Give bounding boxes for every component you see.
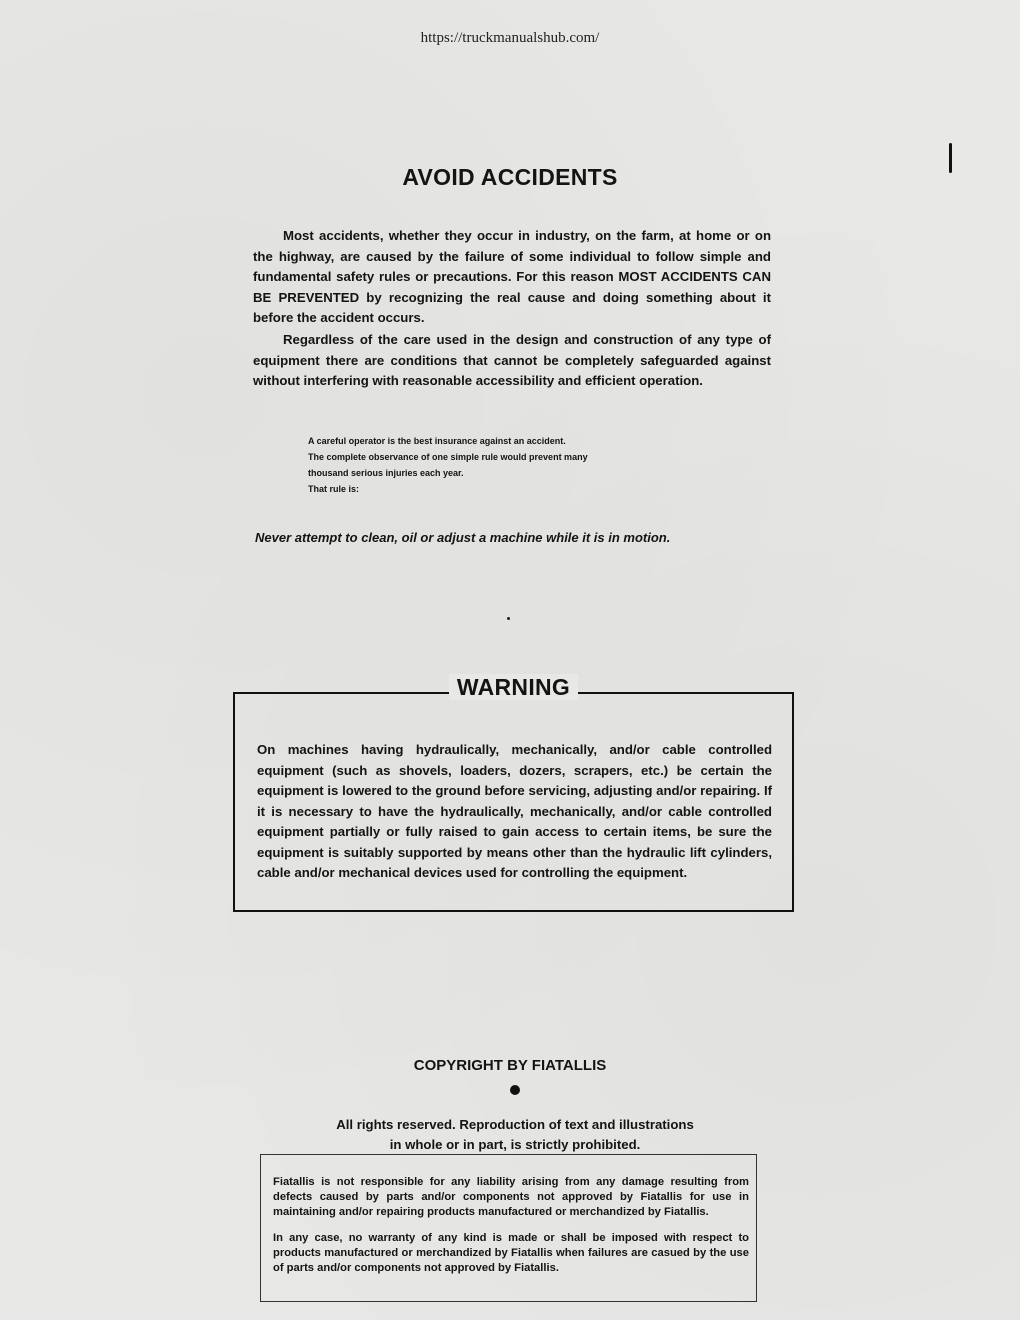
rights-notice: [0, 1115, 1020, 1155]
rights-line: All rights reserved. Reproduction of text and illustrations: [336, 1117, 694, 1132]
copyright-title: COPYRIGHT BY FIATALLIS: [413, 1057, 607, 1074]
warning-box: [233, 674, 794, 912]
avoid-accidents-title: AVOID ACCIDENTS: [402, 164, 618, 190]
note-line: That rule is:: [308, 484, 360, 494]
design-paragraph-text: Regardless of the care used in the design and construction of any type of equipment there are conditions that cannot be completely safeguarded against without interfering with reasonable accessibility and efficient operation.: [253, 332, 771, 388]
disclaimer-box: [260, 1154, 757, 1302]
note-line: thousand serious injuries each year.: [308, 468, 464, 478]
safety-rule: Never attempt to clean, oil or adjust a machine while it is in motion.: [255, 530, 671, 545]
note-line: The complete observance of one simple rule would prevent many: [308, 452, 588, 462]
scan-speck: [507, 617, 510, 620]
intro-paragraph-text: Most accidents, whether they occur in industry, on the farm, at home or on the highway, are caused by the failure of some individual to follow simple and fundamental safety rules or precautions. For this reason MOST ACCIDENTS CAN BE PREVENTED by recognizing the real cause and doing something about it before the accident occurs.: [253, 228, 771, 325]
warning-title: WARNING: [449, 674, 578, 700]
intro-paragraph: [253, 226, 771, 329]
warranty-disclaimer: In any case, no warranty of any kind is made or shall be imposed with respect to products manufactured or merchandized by Fiatallis when failures are casued by the use of parts and/or components not approved by Fiatallis.: [273, 1232, 749, 1274]
design-paragraph: [253, 330, 771, 392]
liability-disclaimer: Fiatallis is not responsible for any liability arising from any damage resulting from defects caused by parts and/or components not approved by Fiatallis for use in maintaining and/or repairing products manufactured or merchandized by Fiatallis.: [273, 1176, 749, 1218]
rights-line: in whole or in part, is strictly prohibited.: [389, 1137, 641, 1152]
warning-text: On machines having hydraulically, mechanically, and/or cable controlled equipment (such as shovels, loaders, dozers, scrapers, etc.) be certain the equipment is lowered to the ground before servicing, adjusting and/or repairing. If it is necessary to have the hydraulically, mechanically, and/or cable controlled equipment partially or fully raised to gain access to certain items, be sure the equipment is suitably supported by means other than the hydraulic lift cylinders, cable and/or mechanical devices used for controlling the equipment.: [257, 742, 772, 880]
note-line: A careful operator is the best insurance against an accident.: [308, 436, 566, 446]
bullet-dot-icon: [510, 1085, 520, 1095]
careful-operator-note: [308, 433, 648, 497]
source-url[interactable]: https://truckmanualshub.com/: [420, 30, 600, 46]
warning-title-wrap: [235, 674, 792, 701]
